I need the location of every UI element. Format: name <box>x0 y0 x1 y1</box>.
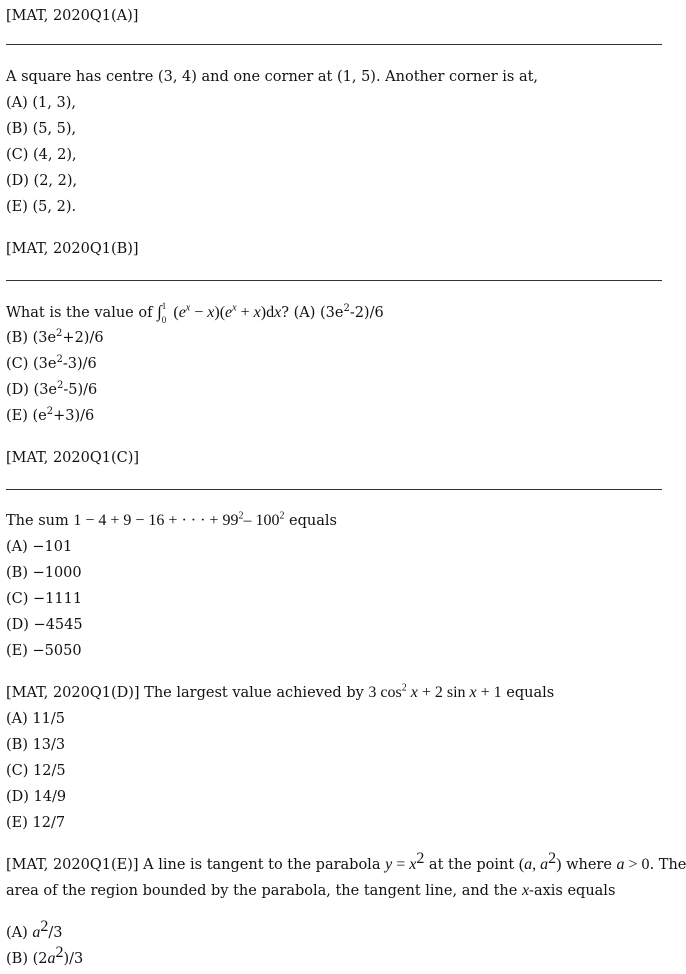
option-b-3: (C) $(3e^2-3)/6$ <box>6 354 97 372</box>
question-e-line-2: area of the region bounded by the parabola, the tangent line, and the x-axis equals <box>6 882 616 899</box>
option-c-2: (B) −1000 <box>6 565 82 581</box>
option-a-4: (D) (2, 2), <box>6 173 78 189</box>
option-b-2: (B) $(3e^2+2)/6$ <box>6 328 104 346</box>
option-b-5: (E) $(e^2+3)/6$ <box>6 406 95 424</box>
divider <box>6 489 662 490</box>
option-d-1: (A) 11/5 <box>6 711 65 727</box>
option-d-4: (D) 14/9 <box>6 789 67 805</box>
divider <box>6 280 662 281</box>
question-tag-b: [MAT, 2020Q1(B)] <box>6 241 139 257</box>
question-e-line-1: [MAT, 2020Q1(E)] A line is tangent to the parabola $y = x^2$ at the point (a, $a^2$) where a > 0. The <box>6 850 686 873</box>
option-a-1: (A) (1, 3), <box>6 95 76 111</box>
option-a-2: (B) (5, 5), <box>6 121 77 137</box>
option-d-2: (B) 13/3 <box>6 737 66 753</box>
option-c-3: (C) −1111 <box>6 591 83 607</box>
option-b-4: (D) $(3e^2-5)/6$ <box>6 380 98 398</box>
question-c-text: The sum 1 − 4 + 9 − 16 + · · · + $99^2-$ $100^2$ equals <box>6 510 337 529</box>
option-c-4: (D) −4545 <box>6 617 83 633</box>
question-b-text: What is the value of ∫ 1 0 $(e^x - x)(e^x + x)dx$? (A) $(3e^2-2)/6$ <box>6 301 384 325</box>
divider <box>6 44 662 45</box>
question-tag-c: [MAT, 2020Q1(C)] <box>6 450 140 466</box>
option-e-2: (B) $(2a^2)/3$ <box>6 944 84 967</box>
option-a-3: (C) (4, 2), <box>6 147 77 163</box>
option-e-1: (A) $a^2/3$ <box>6 918 63 941</box>
option-c-5: (E) −5050 <box>6 643 82 659</box>
option-d-3: (C) 12/5 <box>6 763 66 779</box>
question-a-text: A square has centre (3, 4) and one corner at (1, 5). Another corner is at, <box>6 69 539 85</box>
option-c-1: (A) −101 <box>6 539 73 555</box>
option-d-5: (E) 12/7 <box>6 815 66 831</box>
option-a-5: (E) (5, 2). <box>6 199 77 215</box>
question-d-text: [MAT, 2020Q1(D)] The largest value achieved by 3 $\cos^2 x + 2$ sin x + 1 equals <box>6 682 555 701</box>
question-tag-a: [MAT, 2020Q1(A)] <box>6 8 139 24</box>
